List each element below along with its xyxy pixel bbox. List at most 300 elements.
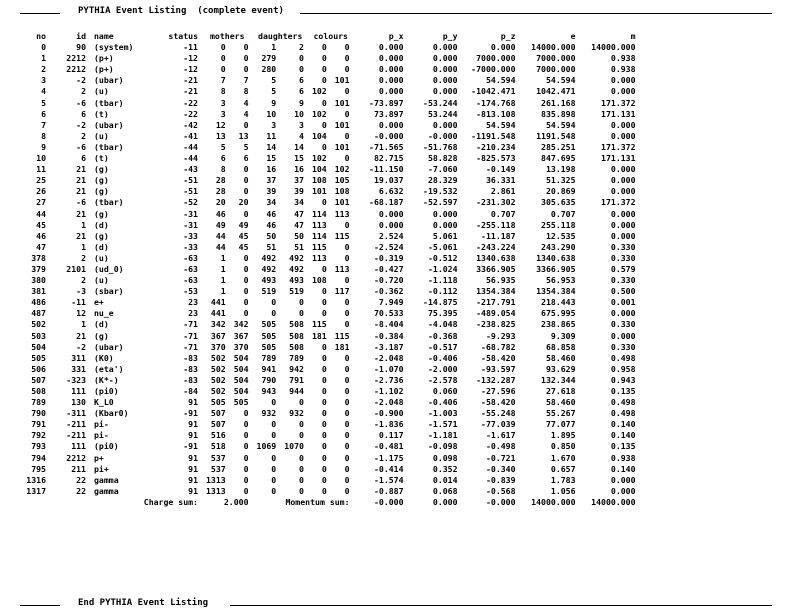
cell-daughter2: 37	[294, 175, 304, 186]
cell-mother1: 502	[210, 374, 226, 385]
cell-mother1: 46	[215, 208, 226, 219]
cell-colour: 0	[321, 352, 327, 363]
col-pz: p_z	[500, 31, 516, 41]
cell-mother2: 0	[243, 452, 249, 463]
cell-mother2: 0	[243, 441, 249, 452]
cell-px: 0.000	[378, 208, 404, 219]
cell-mother1: 7	[220, 75, 226, 86]
cell-mother2: 45	[238, 230, 249, 241]
cell-mother1: 441	[210, 308, 226, 319]
cell-daughter1: 5	[271, 86, 277, 97]
cell-no: 380	[31, 275, 46, 286]
cell-e: 68.858	[545, 341, 576, 352]
cell-m: 0.498	[610, 408, 636, 419]
cell-m: 0.000	[610, 186, 636, 197]
table-row	[20, 441, 640, 452]
cell-status: -51	[183, 186, 198, 197]
cell-m: 0.000	[610, 130, 636, 141]
cell-name: (K*-)	[94, 374, 119, 385]
cell-anticolour: 115	[334, 330, 350, 341]
cell-name: (ud_0)	[94, 263, 124, 274]
cell-name: K_L0	[94, 397, 114, 408]
cell-daughter2: 51	[294, 241, 304, 252]
cell-mother1: 49	[215, 219, 226, 230]
cell-e: 1.670	[550, 452, 576, 463]
cell-colour: 0	[321, 419, 327, 430]
cell-name: (u)	[94, 130, 109, 141]
cell-id: -6	[76, 141, 86, 152]
cell-mother1: 1	[220, 275, 226, 286]
cell-m: 0.000	[610, 330, 636, 341]
cell-py: 0.000	[432, 119, 458, 130]
cell-daughter1: 279	[261, 53, 277, 64]
col-mothers: mothers	[210, 31, 245, 41]
cell-m: 0.000	[610, 75, 636, 86]
cell-px: -0.000	[373, 130, 404, 141]
cell-no: 381	[31, 286, 46, 297]
cell-daughter2: 15	[294, 153, 304, 164]
cell-status: 91	[188, 452, 198, 463]
cell-py: -0.000	[427, 130, 458, 141]
cell-name: e+	[94, 297, 104, 308]
cell-daughter1: 492	[261, 252, 277, 263]
cell-status: -53	[183, 286, 198, 297]
table-row	[20, 408, 640, 419]
cell-m: 171.131	[601, 153, 636, 164]
cell-no: 379	[31, 263, 46, 274]
cell-m: 0.000	[610, 208, 636, 219]
cell-py: 75.395	[427, 308, 458, 319]
cell-no: 11	[36, 164, 46, 175]
cell-px: 0.000	[378, 53, 404, 64]
table-row	[20, 342, 640, 353]
col-name: name	[94, 31, 114, 41]
cell-pz: 2.861	[490, 186, 516, 197]
cell-colour: 104	[311, 164, 327, 175]
cell-pz: -174.768	[476, 97, 516, 108]
cell-e: 1354.384	[536, 286, 576, 297]
cell-colour: 0	[321, 297, 327, 308]
cell-daughter1: 15	[266, 153, 277, 164]
cell-pz: -58.420	[481, 352, 516, 363]
cell-px: 0.000	[378, 219, 404, 230]
cell-px: -0.720	[373, 275, 404, 286]
cell-mother1: 507	[210, 408, 226, 419]
cell-name: (g)	[94, 230, 109, 241]
cell-id: 12	[76, 308, 86, 319]
cell-py: -1.003	[427, 408, 458, 419]
cell-mother1: 342	[210, 319, 226, 330]
table-row	[20, 275, 640, 286]
cell-py: -52.597	[423, 197, 458, 208]
cell-colour: 0	[321, 386, 327, 396]
cell-pz: -55.248	[481, 408, 516, 419]
cell-py: -53.244	[423, 97, 458, 108]
cell-daughter2: 492	[289, 252, 304, 263]
cell-colour: 113	[311, 252, 327, 263]
cell-py: -0.112	[427, 286, 458, 297]
cell-mother2: 504	[233, 386, 249, 396]
cell-e: 58.460	[545, 352, 576, 363]
cell-name: (pi0)	[94, 386, 119, 396]
cell-py: 0.014	[432, 474, 458, 485]
cell-mother2: 20	[238, 197, 249, 208]
cell-colour: 0	[321, 485, 327, 496]
cell-daughter1: 16	[266, 164, 277, 175]
cell-name: (d)	[94, 319, 109, 330]
cell-m: 0.000	[610, 474, 636, 485]
cell-anticolour: 0	[344, 408, 350, 419]
cell-colour: 0	[321, 341, 327, 352]
cell-anticolour: 0	[344, 42, 350, 53]
cell-m: 0.001	[610, 297, 636, 308]
cell-daughter1: 505	[261, 330, 277, 341]
cell-px: 0.000	[378, 86, 404, 97]
cell-e: 243.290	[541, 241, 576, 252]
cell-py: -0.512	[427, 252, 458, 263]
cell-py: 0.000	[432, 42, 458, 53]
cell-e: 77.077	[545, 419, 576, 430]
cell-mother1: 0	[220, 53, 226, 64]
cell-name: (d)	[94, 241, 109, 252]
table-row	[20, 419, 640, 430]
cell-mother2: 0	[243, 263, 249, 274]
cell-daughter2: 0	[299, 297, 304, 308]
table-row	[20, 142, 640, 153]
cell-pz: -0.721	[485, 452, 516, 463]
cell-status: 91	[188, 397, 198, 408]
cell-daughter2: 0	[299, 64, 304, 75]
cell-status: -91	[183, 441, 198, 452]
cell-e: 305.635	[541, 197, 576, 208]
cell-status: -83	[183, 374, 198, 385]
cell-status: -71	[183, 341, 198, 352]
footer-rule-left	[20, 605, 60, 606]
cell-status: -41	[183, 130, 198, 141]
cell-status: -33	[183, 230, 198, 241]
cell-no: 792	[31, 430, 46, 441]
table-row	[20, 308, 640, 319]
cell-id: 2	[81, 252, 86, 263]
cell-name: (ubar)	[94, 341, 124, 352]
cell-px: -3.187	[373, 341, 404, 352]
cell-id: 22	[76, 485, 86, 496]
cell-m: 0.000	[610, 230, 636, 241]
cell-daughter2: 34	[294, 197, 304, 208]
cell-anticolour: 0	[344, 363, 350, 374]
cell-px: -1.070	[373, 363, 404, 374]
cell-anticolour: 0	[344, 130, 350, 141]
cell-px: -0.319	[373, 252, 404, 263]
cell-no: 3	[41, 75, 46, 86]
cell-e: 54.594	[545, 75, 576, 86]
cell-e: 1.783	[550, 474, 576, 485]
cell-mother2: 504	[233, 352, 249, 363]
cell-px: 19.037	[373, 175, 404, 186]
cell-e: 7000.000	[536, 64, 576, 75]
cell-e: 132.344	[541, 374, 576, 385]
cell-mother1: 3	[220, 108, 226, 119]
table-row	[20, 186, 640, 197]
cell-daughter2: 0	[299, 463, 304, 474]
cell-m: 0.135	[610, 441, 636, 452]
cell-daughter2: 942	[289, 363, 304, 374]
cell-mother2: 0	[243, 208, 249, 219]
cell-no: 4	[41, 86, 46, 97]
cell-name: (system)	[94, 42, 134, 53]
cell-no: 1317	[26, 485, 46, 496]
table-row	[20, 375, 640, 386]
cell-status: -21	[183, 86, 198, 97]
cell-colour: 108	[311, 175, 327, 186]
cell-no: 0	[41, 42, 46, 53]
cell-id: 2212	[66, 53, 86, 64]
cell-colour: 0	[321, 53, 327, 64]
cell-py: 58.828	[427, 153, 458, 164]
cell-daughter2: 47	[294, 208, 304, 219]
cell-pz: -813.108	[476, 108, 516, 119]
cell-py: 0.000	[432, 86, 458, 97]
cell-id: 6	[81, 108, 86, 119]
cell-colour: 115	[311, 241, 327, 252]
cell-e: 218.443	[541, 297, 576, 308]
cell-pz: -825.573	[476, 153, 516, 164]
cell-id: -211	[66, 430, 86, 441]
cell-mother1: 1313	[206, 485, 226, 496]
cell-anticolour: 0	[344, 430, 350, 441]
cell-px: 82.715	[373, 153, 404, 164]
cell-e: 261.168	[541, 97, 576, 108]
cell-py: -0.368	[427, 330, 458, 341]
cell-id: 2101	[66, 263, 86, 274]
cell-name: (pi0)	[94, 441, 119, 452]
cell-name: pi-	[94, 419, 109, 430]
cell-no: 486	[31, 297, 46, 308]
cell-py: -1.181	[427, 430, 458, 441]
cell-anticolour: 113	[334, 263, 350, 274]
cell-mother2: 0	[243, 175, 249, 186]
cell-mother2: 0	[243, 53, 249, 64]
cell-daughter1: 3	[271, 119, 277, 130]
cell-px: -0.362	[373, 286, 404, 297]
cell-status: -12	[183, 64, 198, 75]
cell-m: 0.000	[610, 485, 636, 496]
table-row	[20, 364, 640, 375]
cell-colour: 102	[311, 86, 327, 97]
cell-daughter1: 51	[266, 241, 277, 252]
cell-colour: 102	[311, 108, 327, 119]
cell-no: 7	[41, 119, 46, 130]
cell-name: (ubar)	[94, 75, 124, 86]
cell-id: 2212	[66, 64, 86, 75]
table-row	[20, 42, 640, 53]
summary-row	[20, 497, 640, 508]
sum-pz: -0.000	[485, 496, 516, 507]
header-rule-right	[300, 13, 772, 14]
table-row	[20, 353, 640, 364]
cell-colour: 0	[321, 430, 327, 441]
cell-e: 285.251	[541, 141, 576, 152]
cell-mother2: 0	[243, 485, 249, 496]
cell-e: 56.953	[545, 275, 576, 286]
cell-px: 7.949	[378, 297, 404, 308]
cell-anticolour: 115	[334, 230, 350, 241]
cell-py: -1.118	[427, 275, 458, 286]
cell-mother2: 0	[243, 297, 249, 308]
cell-px: -0.900	[373, 408, 404, 419]
cell-pz: -58.420	[481, 397, 516, 408]
cell-anticolour: 101	[334, 197, 350, 208]
cell-status: -63	[183, 252, 198, 263]
cell-anticolour: 0	[344, 53, 350, 64]
cell-status: 91	[188, 419, 198, 430]
cell-daughter1: 0	[271, 308, 277, 319]
cell-py: -5.061	[427, 241, 458, 252]
cell-daughter1: 46	[266, 219, 277, 230]
cell-name: (d)	[94, 219, 109, 230]
cell-daughter1: 0	[271, 419, 277, 430]
cell-mother2: 505	[233, 397, 249, 408]
cell-mother1: 518	[210, 441, 226, 452]
cell-e: 51.325	[545, 175, 576, 186]
cell-name: (g)	[94, 330, 109, 341]
cell-e: 847.695	[541, 153, 576, 164]
cell-e: 1191.548	[536, 130, 576, 141]
cell-daughter1: 280	[261, 64, 277, 75]
cell-e: 7000.000	[536, 53, 576, 64]
cell-no: 45	[36, 219, 46, 230]
cell-id: 311	[71, 352, 86, 363]
cell-daughter2: 508	[289, 341, 304, 352]
cell-mother2: 7	[243, 75, 249, 86]
cell-colour: 0	[321, 441, 327, 452]
cell-status: -21	[183, 75, 198, 86]
event-table	[20, 31, 640, 508]
cell-daughter1: 34	[266, 197, 277, 208]
cell-no: 378	[31, 252, 46, 263]
cell-no: 2	[41, 64, 46, 75]
cell-id: 1	[81, 241, 86, 252]
cell-mother2: 8	[243, 86, 249, 97]
cell-id: 90	[76, 42, 86, 53]
cell-anticolour: 108	[334, 186, 350, 197]
cell-name: (u)	[94, 252, 109, 263]
col-id: id	[76, 31, 86, 41]
cell-pz: 36.331	[485, 175, 516, 186]
cell-id: 21	[76, 230, 86, 241]
cell-anticolour: 0	[344, 86, 350, 97]
table-row	[20, 98, 640, 109]
cell-id: -3	[76, 286, 86, 297]
cell-anticolour: 0	[344, 64, 350, 75]
cell-no: 793	[31, 441, 46, 452]
table-row	[20, 331, 640, 342]
cell-mother2: 45	[238, 241, 249, 252]
cell-daughter1: 9	[271, 97, 277, 108]
cell-mother1: 1313	[206, 474, 226, 485]
cell-py: 0.068	[432, 485, 458, 496]
cell-daughter2: 6	[299, 86, 304, 97]
cell-status: -12	[183, 53, 198, 64]
cell-py: -1.024	[427, 263, 458, 274]
cell-m: 0.330	[610, 341, 636, 352]
cell-e: 675.995	[541, 308, 576, 319]
cell-pz: 1354.384	[476, 286, 516, 297]
cell-name: (g)	[94, 208, 109, 219]
table-row	[20, 486, 640, 497]
cell-name: (tbar)	[94, 197, 124, 208]
cell-daughter2: 0	[299, 308, 304, 319]
cell-mother2: 0	[243, 275, 249, 286]
cell-mother2: 504	[233, 363, 249, 374]
cell-daughter2: 0	[299, 452, 304, 463]
cell-no: 1316	[26, 474, 46, 485]
cell-m: 14000.000	[591, 42, 636, 53]
cell-pz: -231.302	[476, 197, 516, 208]
cell-pz: 3366.905	[476, 263, 516, 274]
table-row	[20, 53, 640, 64]
cell-id: 211	[71, 463, 86, 474]
cell-anticolour: 0	[344, 219, 350, 230]
cell-e: 255.118	[541, 219, 576, 230]
cell-id: -2	[76, 75, 86, 86]
col-colours: colours	[313, 31, 348, 41]
cell-daughter2: 0	[299, 474, 304, 485]
header-rule-left	[20, 13, 60, 14]
cell-e: 1.895	[550, 430, 576, 441]
cell-no: 508	[31, 386, 46, 396]
cell-mother2: 0	[243, 463, 249, 474]
cell-px: -68.187	[369, 197, 404, 208]
cell-mother2: 370	[233, 341, 249, 352]
cell-colour: 0	[321, 197, 327, 208]
col-m: m	[630, 31, 636, 41]
cell-colour: 0	[321, 452, 327, 463]
cell-py: 0.000	[432, 53, 458, 64]
cell-name: (t)	[94, 108, 109, 119]
table-row	[20, 319, 640, 330]
cell-no: 10	[36, 153, 46, 164]
cell-anticolour: 0	[344, 419, 350, 430]
cell-m: 0.330	[610, 252, 636, 263]
cell-colour: 0	[321, 363, 327, 374]
cell-id: 2	[81, 275, 86, 286]
cell-status: -31	[183, 219, 198, 230]
cell-no: 791	[31, 419, 46, 430]
cell-pz: -0.149	[485, 164, 516, 175]
cell-no: 503	[31, 330, 46, 341]
cell-m: 0.140	[610, 419, 636, 430]
cell-status: 91	[188, 485, 198, 496]
cell-daughter2: 16	[294, 164, 304, 175]
cell-colour: 0	[321, 474, 327, 485]
cell-id: -311	[66, 408, 86, 419]
cell-pz: 56.935	[485, 275, 516, 286]
cell-anticolour: 101	[334, 119, 350, 130]
cell-status: -42	[183, 119, 198, 130]
cell-id: 21	[76, 164, 86, 175]
cell-daughter1: 932	[261, 408, 277, 419]
cell-mother2: 0	[243, 42, 249, 53]
cell-mother1: 44	[215, 230, 226, 241]
cell-anticolour: 0	[344, 252, 350, 263]
cell-px: -1.175	[373, 452, 404, 463]
cell-daughter2: 3	[299, 119, 304, 130]
cell-status: -44	[183, 141, 198, 152]
cell-e: 1340.638	[536, 252, 576, 263]
cell-pz: -0.340	[485, 463, 516, 474]
cell-mother1: 28	[215, 175, 226, 186]
